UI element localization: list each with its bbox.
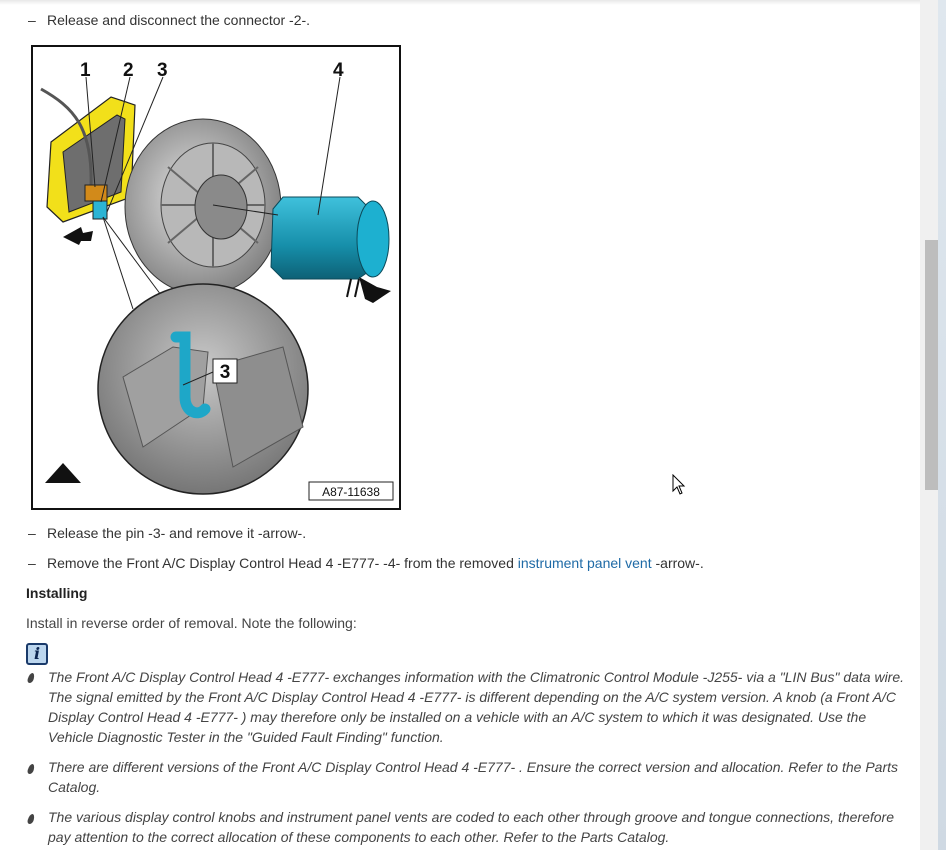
step-dash: – (28, 525, 36, 541)
step-text: Release the pin -3- and remove it -arrow-. (47, 525, 307, 541)
note-bullet (27, 814, 36, 824)
callout-2: 2 (123, 60, 134, 81)
step-dash: – (28, 12, 36, 28)
vent-core (195, 175, 247, 239)
figure-id: A87-11638 (322, 485, 380, 499)
info-icon (26, 643, 48, 665)
mouse-pointer-icon (672, 474, 686, 496)
installing-intro: Install in reverse order of removal. Note the following: (26, 615, 357, 631)
step-text: Remove the Front A/C Display Control Head 4 -E777- -4- from the removed (47, 555, 518, 571)
connector-orange (85, 185, 107, 201)
callout-1: 1 (80, 60, 91, 81)
step-remove-control-head (28, 555, 704, 571)
step-text: Release and disconnect the connector -2-. (47, 12, 311, 28)
note-coding: The various display control knobs and instrument panel vents are coded to each other through groove and tongue connections, therefore pay attention to the correct allocation of these components to each other. Refer to the Parts Catalog. (48, 809, 894, 845)
step-release-pin (28, 525, 306, 541)
installing-heading: Installing (26, 585, 88, 601)
step-release-connector (28, 12, 310, 28)
remove-arrow-knob (359, 277, 391, 303)
note-bullet (27, 764, 36, 774)
info-glyph: i (33, 644, 41, 663)
direction-arrow (45, 463, 81, 483)
note-lin-bus: The Front A/C Display Control Head 4 -E777- exchanges information with the Climatronic Control Module -J255- via a "LIN Bus" data wire. The signal emitted by the Front A/C Display Control Head 4 -E777- is different depending on the A/C system version. A knob (a Front A/C Display Control Head 4 -E777- ) may therefore only be installed on a vehicle with an A/C system to which it was designated. Use the Vehicle Diagnostic Tester in the "Guided Fault Finding" function. (48, 669, 905, 745)
top-edge (0, 0, 920, 5)
step-dash: – (28, 555, 36, 571)
remove-arrow-connector (63, 227, 93, 245)
knob-face (357, 201, 389, 277)
control-knob (271, 197, 368, 279)
step-text-suffix: -arrow-. (651, 555, 704, 571)
instrument-panel-vent-link[interactable]: instrument panel vent (517, 555, 652, 571)
callout-3: 3 (157, 60, 168, 81)
removal-illustration (31, 45, 401, 510)
connector-pin (93, 201, 107, 219)
arrow-hatch (347, 279, 359, 297)
detail-callout-3: 3 (219, 362, 231, 383)
illustration-svg (33, 47, 399, 508)
note-versions: There are different versions of the Front A/C Display Control Head 4 -E777- . Ensure the correct version and allocation. Refer to the Parts Catalog. (48, 759, 899, 795)
window-edge (938, 0, 946, 850)
note-bullet (27, 673, 36, 683)
scrollbar-thumb[interactable] (925, 240, 938, 490)
callout-4: 4 (333, 60, 344, 81)
